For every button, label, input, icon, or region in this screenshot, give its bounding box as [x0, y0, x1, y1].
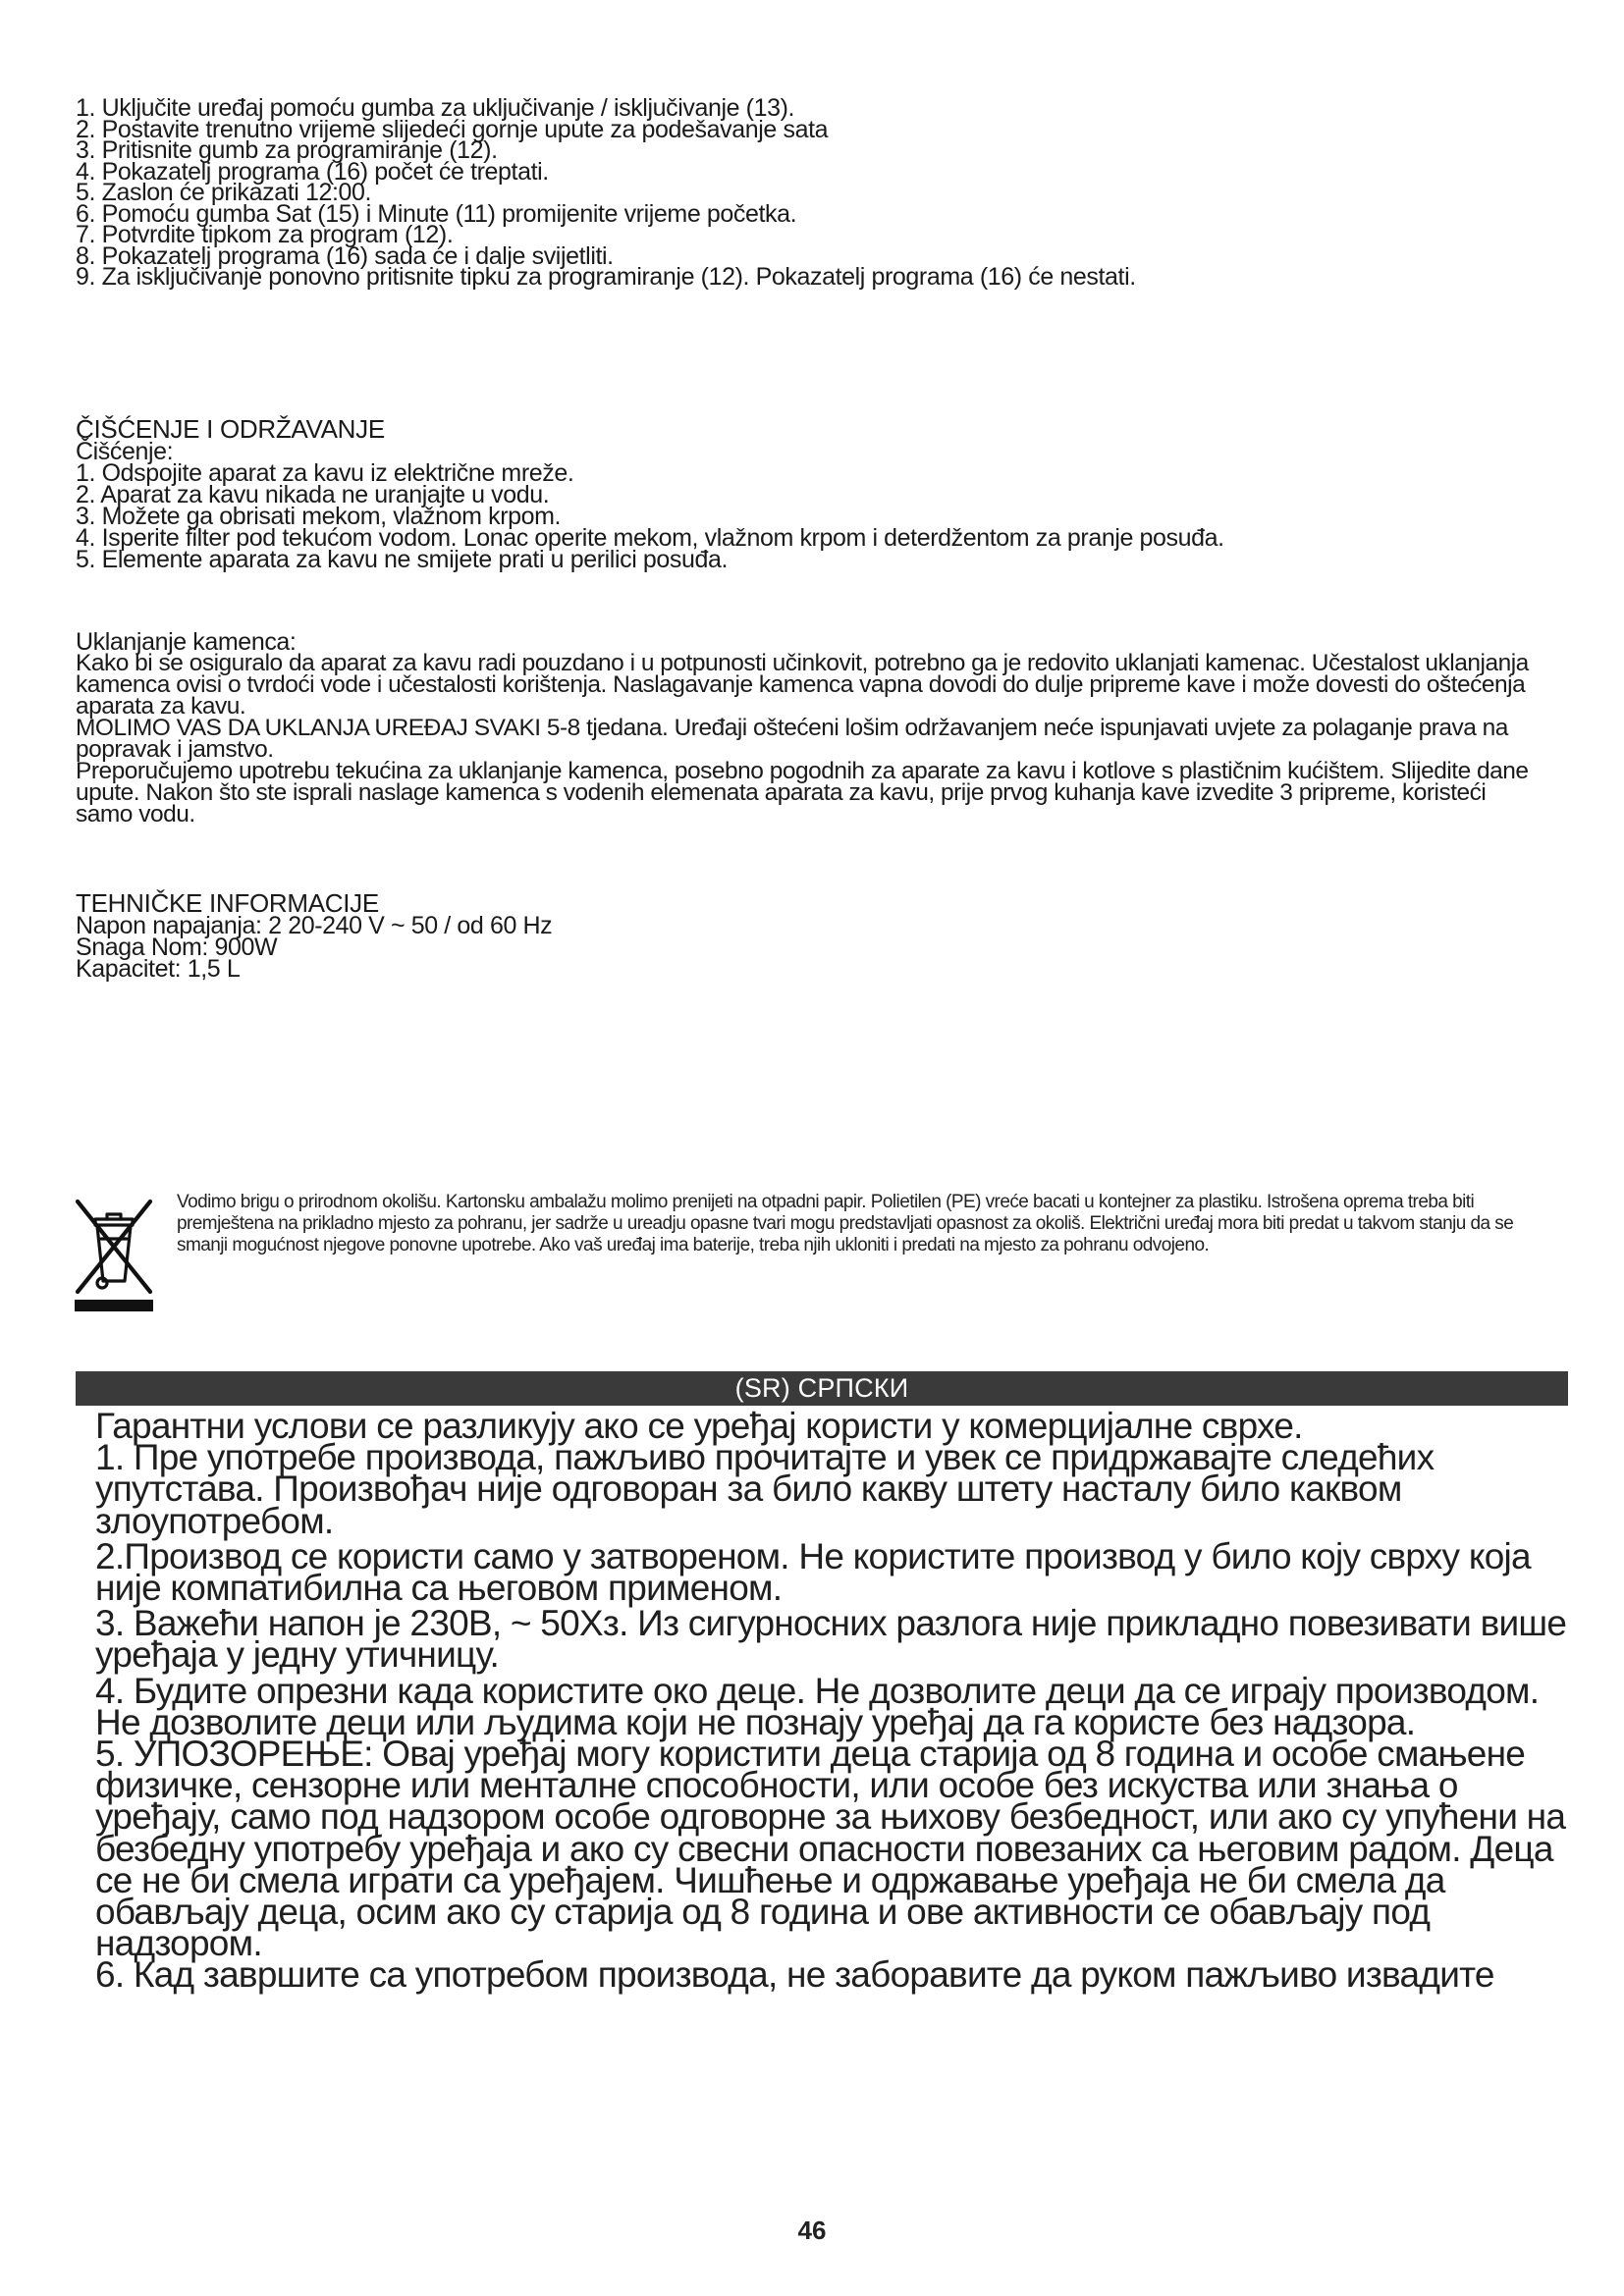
- instruction-3: 3. Важећи напон је 230В, ~ 50Хз. Из сигурносних разлога није прикладно повезивати више уређаја у једну утичницу.: [95, 1603, 1567, 1676]
- cleaning-list: [76, 459, 1224, 573]
- technical-info-heading: TEHNIČKE INFORMACIJE: [76, 888, 379, 918]
- weee-crossed-bin-icon: [65, 1190, 163, 1317]
- cleaning-heading: ČIŠĆENJE I ODRŽAVANJE: [76, 414, 385, 444]
- instruction-6: 6. Кад завршите са употребом производа, не заборавите да руком пажљиво извадите: [95, 1954, 1494, 1996]
- instruction-2: 2.Производ се користи само у затвореном. Не користите производ у било коју сврху која није компатибилна са његовом применом.: [95, 1535, 1531, 1609]
- list-item: 8. Pokazatelj programa (16) sada će i dalje svijetliti.: [76, 241, 614, 270]
- page-number: 46: [797, 2216, 827, 2245]
- list-item: 2. Aparat za kavu nikada ne uranjajte u vodu.: [76, 481, 550, 508]
- serbian-warranty-section: [95, 1406, 1568, 1996]
- list-item: 7. Potvrdite tipkom za program (12).: [76, 221, 454, 248]
- descaling-paragraph-2: MOLIMO VAS DA UKLANJA UREĐAJ SVAKI 5-8 tjedana. Uređaji oštećeni lošim održavanjem neće ispunjavati uvjete za polaganje prava na popravak i jamstvo.: [76, 715, 1508, 763]
- list-item: 4. Pokazatelj programa (16) počet će treptati.: [76, 157, 549, 186]
- environment-notice: Vodimo brigu o prirodnom okolišu. Kartonsku ambalažu molimo prenijeti na otpadni papir. Polietilen (PE) vreće bacati u kontejner za plastiku. Istrošena oprema treba biti premještena na prikladno mjesto za pohranu, jer sadrže u ureadju opasne tvari mogu predstavljati opasnost za okoliš. Električni uređaj mora biti predat u takvom stanju da se smanji mogućnost njegove ponovne upotrebe. Ako vaš uređaj ima baterije, treba njih ukloniti i predati na mjesto za pohranu odvojeno.: [177, 1192, 1514, 1255]
- power-spec: Snaga Nom: 900W: [76, 934, 278, 961]
- descaling-heading: Uklanjanje kamenca:: [76, 628, 297, 656]
- list-item: 1. Odspojite aparat za kavu iz električne mreže.: [76, 459, 574, 487]
- descaling-paragraph-1: Kako bi se osiguralo da aparat za kavu radi pouzdano i u potpunosti učinkovit, potrebno ga je redovito uklanjati kamenac. Učestalost uklanjanja kamenca ovisi o tvrdoći vode i učestalosti korištenja. Naslagavanje kamenca vapna dovodi do dulje pripreme kave i može dovesti do oštećenja aparata za kavu.: [76, 650, 1529, 720]
- list-item: 5. Zaslon će prikazati 12:00.: [76, 179, 372, 206]
- voltage-spec: Napon napajanja: 2 20-240 V ~ 50 / od 60 Hz: [76, 912, 553, 939]
- descaling-paragraph-3: Preporučujemo upotrebu tekućina za uklanjanje kamenca, posebno pogodnih za aparate za kavu i kotlove s plastičnim kućištem. Slijedite dane upute. Nakon što ste isprali naslage kamenca s vodenih elemenata aparata za kavu, prije prvog kuhanja kave izvedite 3 pripreme, koristeći samo vodu.: [76, 758, 1529, 828]
- cleaning-section: [76, 414, 1224, 573]
- list-item: 4. Isperite filter pod tekućom vodom. Lonac operite mekom, vlažnom krpom i deterdžentom za pranje posuđa.: [76, 524, 1224, 552]
- list-item: 9. Za isključivanje ponovno pritisnite tipku za programiranje (12). Pokazatelj programa (16) će nestati.: [76, 263, 1136, 291]
- capacity-spec: Kapacitet: 1,5 L: [76, 955, 241, 983]
- instruction-1: 1. Пре употребе производа, пажљиво прочитајте и увек се придржавајте следећих упутстава. Произвођач није одговоран за било какву штету насталу било каквом злоупотребом.: [95, 1437, 1435, 1541]
- list-item: 2. Postavite trenutno vrijeme slijedeći gornje upute za podešavanje sata: [76, 115, 829, 143]
- technical-info-section: [76, 888, 553, 983]
- list-item: 6. Pomoću gumba Sat (15) i Minute (11) promijenite vrijeme početka.: [76, 199, 797, 228]
- instruction-5-warning: 5. УПОЗОРЕЊЕ: Овај уређај могу користити деца старија од 8 година и особе смањене физичке, сензорне или менталне способности, или особе без искуства или знања о уређају, само под надзором особе одговорне за њихову безбедност, или ако су упућени на безбедну употребу уређаја и ако су свесни опасности повезаних са његовим радом. Деца се не би смела играти са уређајем. Чишћење и одржавање уређаја не би смела да обављају деца, осим ако су старија од 8 година и ове активности се обављају под надзором.: [95, 1734, 1566, 1964]
- list-item: 1. Uključite uređaj pomoću gumba za uključivanje / isključivanje (13).: [76, 94, 795, 122]
- cleaning-subheading: Čišćenje:: [76, 438, 174, 465]
- list-item: 3. Pritisnite gumb za programiranje (12).: [76, 136, 498, 164]
- list-item: 3. Možete ga obrisati mekom, vlažnom krpom.: [76, 503, 562, 530]
- descaling-section: [76, 628, 1548, 828]
- warranty-intro: Гарантни услови се разликују ако се уређај користи у комерцијалне сврхе.: [95, 1406, 1303, 1446]
- language-section-bar: (SR) СРПСКИ: [76, 1371, 1568, 1406]
- programming-steps-list: [76, 94, 1136, 291]
- list-item: 5. Elemente aparata za kavu ne smijete prati u perilici posuđa.: [76, 546, 729, 573]
- instruction-4: 4. Будите опрезни када користите око деце. Не дозволите деци да се играју производом. Не дозволите деци или људима који не познају уређај да га користе без надзора.: [95, 1670, 1540, 1742]
